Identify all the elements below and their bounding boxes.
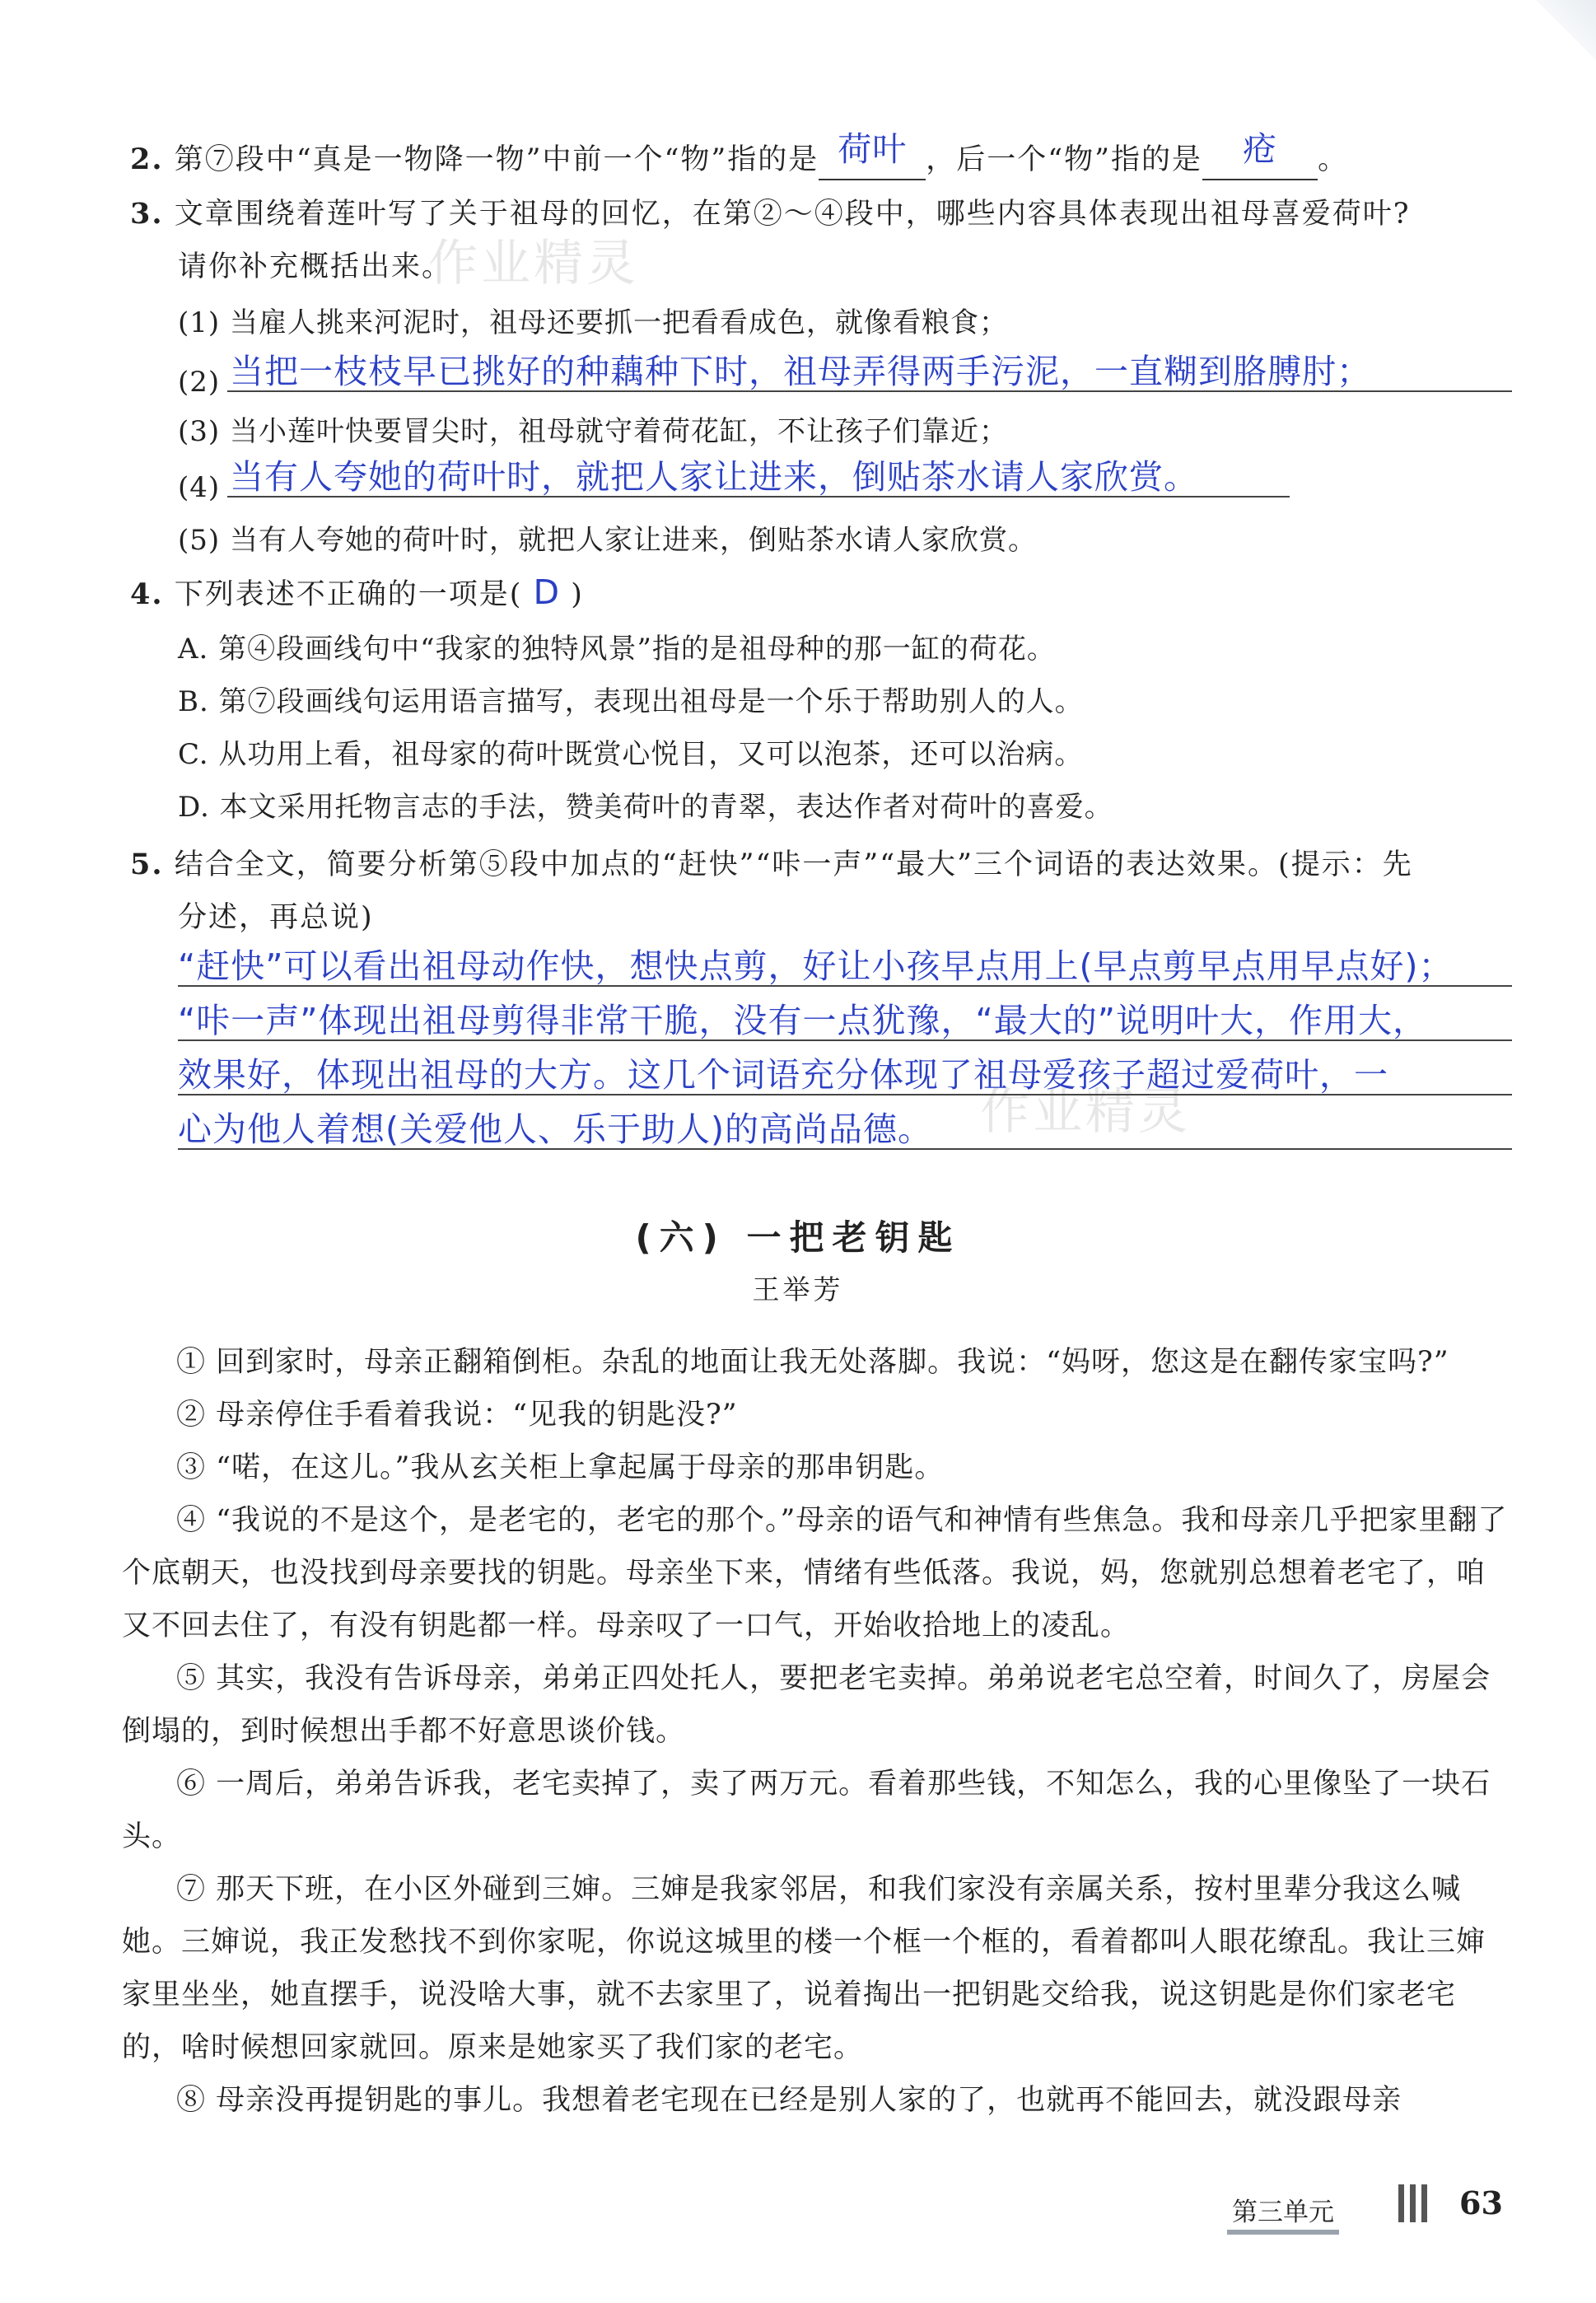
list-item	[178, 300, 1008, 340]
question-text: )	[571, 578, 584, 611]
unit-label: 第三单元	[1227, 2191, 1339, 2235]
watermark: 作业精灵	[428, 235, 639, 292]
question-text: 下列表述不正确的一项是(	[174, 578, 523, 611]
article-paragraph: ⑥ 一周后，弟弟告诉我，老宅卖掉了，卖了两万元。看着那些钱，不知怎么，我的心里像坠了一块石头。	[122, 1768, 1491, 1853]
article-paragraph: ⑧ 母亲没再提钥匙的事儿。我想着老宅现在已经是别人家的了，也就再不能回去，就没跟母亲	[176, 2084, 1402, 2117]
handwritten-answer: 荷叶	[838, 129, 908, 169]
option-b: B. 第⑦段画线句运用语言描写，表现出祖母是一个乐于帮助别人的人。	[178, 685, 1084, 718]
handwritten-answer: “赶快”可以看出祖母动作快，想快点剪，好让小孩早点用上(早点剪早点用早点好)；	[178, 946, 1454, 986]
item-label: (4)	[178, 471, 221, 504]
list-item	[178, 450, 1198, 504]
article-paragraph: ② 母亲停住手看着我说：“见我的钥匙没?”	[176, 1399, 738, 1432]
list-item	[178, 517, 1037, 558]
question-3-line-1	[130, 191, 1410, 232]
question-number: 2.	[130, 142, 164, 176]
page-corner-decoration	[1530, 0, 1596, 66]
answer-line	[227, 496, 1290, 498]
article-paragraph: ① 回到家时，母亲正翻箱倒柜。杂乱的地面让我无处落脚。我说：“妈呀，您这是在翻传家宝吗?”	[176, 1346, 1449, 1379]
question-5-line-2: 分述，再总说)	[178, 901, 374, 934]
page-number: 63	[1459, 2184, 1503, 2221]
option-d: D. 本文采用托物言志的手法，赞美荷叶的青翠，表达作者对荷叶的喜爱。	[178, 791, 1113, 824]
article-paragraph: ④ “我说的不是这个，是老宅的，老宅的那个。”母亲的语气和神情有些焦急。我和母亲几乎把家里翻了个底朝天，也没找到母亲要找的钥匙。母亲坐下来，情绪有些低落。我说，妈，您就别总想着老宅了，咱又不回去住了，有没有钥匙都一样。母亲叹了一口气，开始收拾地上的凌乱。	[122, 1504, 1508, 1642]
handwritten-answer: 当有人夸她的荷叶时，就把人家让进来，倒贴茶水请人家欣赏。	[229, 457, 1198, 497]
answer-blank[interactable]	[819, 130, 926, 180]
answer-line	[178, 985, 1512, 987]
article-title: (六) 一把老钥匙	[635, 1217, 961, 1258]
question-text: 第⑦段中“真是一物降一物”中前一个“物”指的是	[174, 143, 819, 176]
answer-line	[227, 390, 1512, 392]
article-paragraph: ③ “喏，在这儿。”我从玄关柜上拿起属于母亲的那串钥匙。	[176, 1451, 945, 1484]
question-text: ，后一个“物”指的是	[926, 143, 1203, 176]
item-text: 当小莲叶快要冒尖时，祖母就守着荷花缸，不让孩子们靠近；	[229, 415, 1008, 448]
handwritten-answer: 效果好，体现出祖母的大方。这几个词语充分体现了祖母爱孩子超过爱荷叶，一	[178, 1055, 1388, 1095]
handwritten-answer: 疮	[1243, 129, 1278, 169]
item-text: 当有人夸她的荷叶时，就把人家让进来，倒贴茶水请人家欣赏。	[229, 524, 1037, 557]
question-3-line-2: 请你补充概括出来。	[178, 250, 453, 283]
question-number: 5.	[130, 848, 164, 881]
handwritten-answer: “咔一声”体现出祖母剪得非常干脆，没有一点犹豫，“最大的”说明叶大，作用大，	[178, 1001, 1427, 1040]
handwritten-answer: 心为他人着想(关爱他人、乐于助人)的高尚品德。	[178, 1109, 932, 1149]
question-5-line-1	[130, 842, 1413, 883]
handwritten-answer: D	[533, 572, 561, 612]
answer-line	[178, 1094, 1512, 1095]
question-number: 3.	[130, 197, 164, 231]
divider-bars-icon	[1398, 2184, 1431, 2222]
article-body	[122, 1336, 1514, 2127]
question-text: 文章围绕着莲叶写了关于祖母的回忆，在第②～④段中，哪些内容具体表现出祖母喜爱荷叶?	[174, 198, 1411, 231]
list-item	[178, 409, 1008, 449]
handwritten-answer: 当把一枝枝早已挑好的种藕种下时，祖母弄得两手污泥，一直糊到胳膊肘；	[229, 352, 1371, 391]
option-a: A. 第④段画线句中“我家的独特风景”指的是祖母种的那一缸的荷花。	[178, 633, 1056, 666]
answer-blank[interactable]	[1202, 130, 1318, 180]
article-paragraph: ⑤ 其实，我没有告诉母亲，弟弟正四处托人，要把老宅卖掉。弟弟说老宅总空着，时间久了，房屋会倒塌的，到时候想出手都不好意思谈价钱。	[122, 1662, 1491, 1748]
item-label: (2)	[178, 366, 221, 399]
question-text: 。	[1318, 143, 1349, 176]
question-number: 4.	[130, 577, 164, 611]
item-text: 当雇人挑来河泥时，祖母还要抓一把看看成色，就像看粮食；	[229, 306, 1008, 339]
item-label: (1)	[178, 306, 221, 339]
answer-line	[178, 1148, 1512, 1150]
question-text: 结合全文，简要分析第⑤段中加点的“赶快”“咔一声”“最大”三个词语的表达效果。(提示：先	[174, 848, 1413, 881]
item-label: (5)	[178, 524, 221, 557]
article-paragraph: ⑦ 那天下班，在小区外碰到三婶。三婶是我家邻居，和我们家没有亲属关系，按村里辈分我这么喊她。三婶说，我正发愁找不到你家呢，你说这城里的楼一个框一个框的，看着都叫人眼花缭乱。我让三婶家里坐坐，她直摆手，说没啥大事，就不去家里了，说着掏出一把钥匙交给我，说这钥匙是你们家老宅的，啥时候想回家就回。原来是她家买了我们家的老宅。	[122, 1873, 1486, 2064]
item-label: (3)	[178, 415, 221, 448]
article-author: 王举芳	[752, 1273, 844, 1306]
answer-line	[178, 1039, 1512, 1041]
watermark: 作业精灵	[980, 1083, 1191, 1141]
question-2	[130, 130, 1348, 180]
question-4	[130, 572, 584, 613]
option-c: C. 从功用上看，祖母家的荷叶既赏心悦目，又可以泡茶，还可以治病。	[178, 738, 1084, 771]
list-item	[178, 344, 1371, 399]
